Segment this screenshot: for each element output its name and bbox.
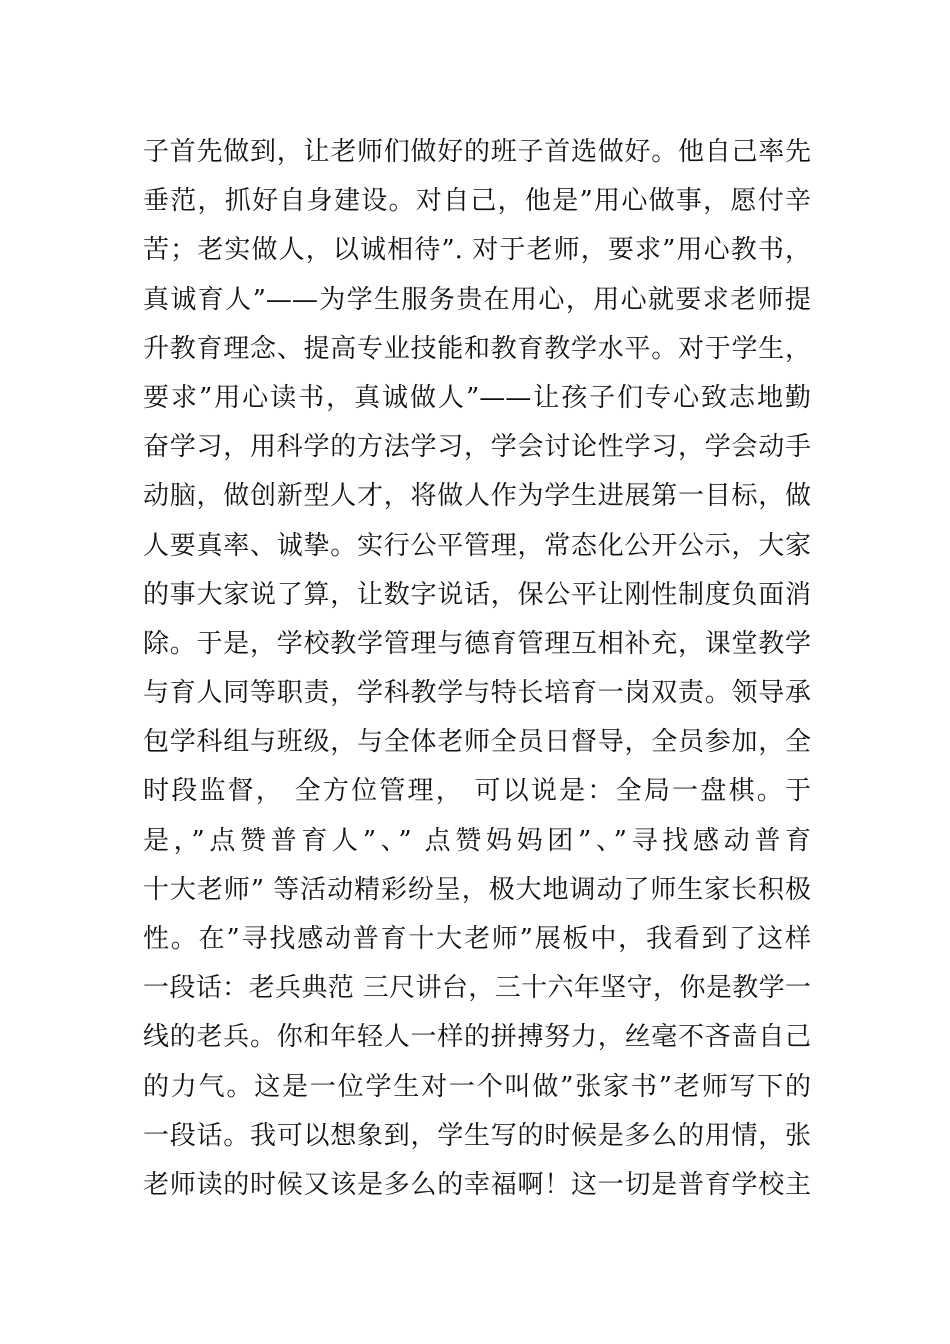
text-line-22: 老师读的时候又该是多么的幸福啊！这一切是普育学校主 bbox=[143, 1169, 811, 1200]
text-line-8: 动脑，做创新型人才，将做人作为学生进展第一目标，做 bbox=[143, 481, 811, 512]
text-line-9: 人要真率、诚挚。实行公平管理，常态化公开公示，大家 bbox=[143, 530, 811, 561]
text-line-14: 时段监督， 全方位管理， 可以说是：全局一盘棋。于 bbox=[143, 776, 811, 807]
text-line-6: 要求”用心读书，真诚做人”——让孩子们专心致志地勤 bbox=[143, 382, 811, 413]
body-text bbox=[143, 128, 811, 1210]
text-line-5: 升教育理念、提高专业技能和教育教学水平。对于学生， bbox=[143, 333, 811, 364]
text-line-20: 的力气。这是一位学生对一个叫做”张家书”老师写下的 bbox=[143, 1071, 811, 1102]
text-line-18: 一段话：老兵典范 三尺讲台，三十六年坚守，你是教学一 bbox=[143, 973, 811, 1004]
text-line-2: 垂范，抓好自身建设。对自己，他是”用心做事，愿付辛 bbox=[143, 186, 811, 217]
text-line-4: 真诚育人”——为学生服务贵在用心，用心就要求老师提 bbox=[143, 284, 811, 315]
text-line-12: 与育人同等职责，学科教学与特长培育一岗双责。领导承 bbox=[143, 678, 811, 709]
text-line-17: 性。在”寻找感动普育十大老师”展板中，我看到了这样 bbox=[143, 924, 811, 954]
text-line-10: 的事大家说了算，让数字说话，保公平让刚性制度负面消 bbox=[143, 579, 811, 610]
text-line-13: 包学科组与班级，与全体老师全员日督导，全员参加，全 bbox=[143, 727, 811, 758]
text-line-3: 苦；老实做人，以诚相待”. 对于老师，要求”用心教书， bbox=[143, 235, 811, 266]
text-line-7: 奋学习，用科学的方法学习，学会讨论性学习，学会动手 bbox=[143, 432, 811, 463]
text-line-15: 是，”点赞普育人”、” 点赞妈妈团”、”寻找感动普育 bbox=[143, 825, 811, 856]
text-line-16: 十大老师” 等活动精彩纷呈，极大地调动了师生家长积极 bbox=[143, 874, 811, 905]
text-line-21: 一段话。我可以想象到，学生写的时候是多么的用情，张 bbox=[143, 1120, 811, 1151]
text-line-19: 线的老兵。你和年轻人一样的拼搏努力，丝毫不吝啬自己 bbox=[143, 1022, 811, 1053]
text-line-11: 除。于是，学校教学管理与德育管理互相补充，课堂教学 bbox=[143, 628, 811, 659]
text-line-1: 子首先做到，让老师们做好的班子首选做好。他自己率先 bbox=[143, 137, 811, 167]
